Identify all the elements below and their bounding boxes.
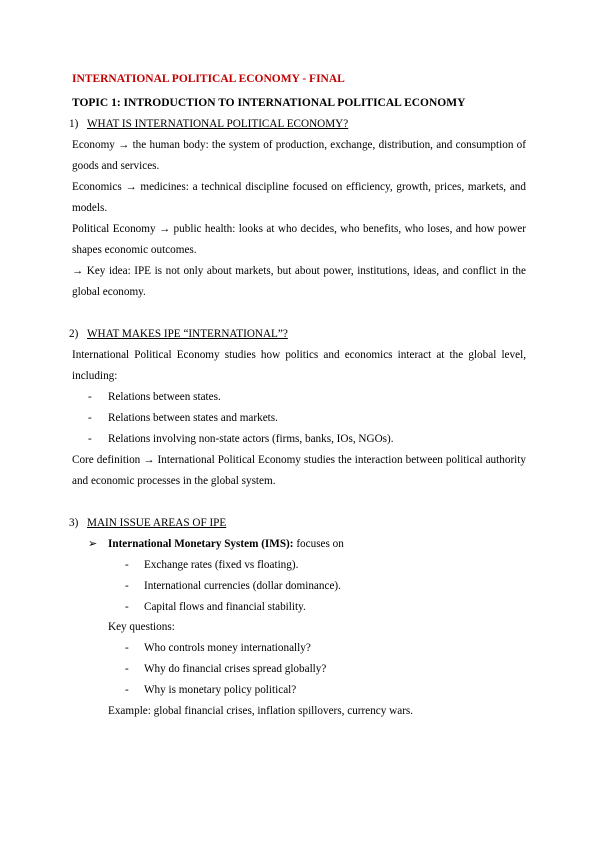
section-3-heading: [69, 513, 226, 534]
list-item-text: Exchange rates (fixed vs floating).: [144, 559, 299, 571]
list-item: [125, 576, 341, 597]
topic-heading: TOPIC 1: INTRODUCTION TO INTERNATIONAL POLITICAL ECONOMY: [72, 97, 466, 109]
ims-label-rest: focuses on: [293, 538, 344, 550]
list-item-text: Why is monetary policy political?: [144, 684, 297, 696]
bullet-dash: -: [88, 412, 92, 424]
ipe-intro-paragraph: International Political Economy studies how politics and economics interact at the global level, including:: [72, 349, 526, 382]
list-item: [125, 680, 296, 701]
section-2-number: 2): [69, 328, 79, 340]
list-item-text: Capital flows and financial stability.: [144, 601, 306, 613]
list-item: [88, 408, 278, 429]
key-idea-paragraph: → Key idea: IPE is not only about markets, but about power, institutions, ideas, and conflict in the global economy.: [72, 265, 526, 298]
section-2-title: WHAT MAKES IPE “INTERNATIONAL”?: [87, 328, 288, 340]
economics-paragraph: Economics → medicines: a technical discipline focused on efficiency, growth, prices, markets, and models.: [72, 181, 526, 214]
list-item-text: Who controls money internationally?: [144, 642, 311, 654]
economy-paragraph: Economy → the human body: the system of production, exchange, distribution, and consumption of goods and services.: [72, 139, 526, 172]
list-item-text: Why do financial crises spread globally?: [144, 663, 327, 675]
bullet-dash: -: [125, 684, 129, 696]
bullet-dash: -: [125, 663, 129, 675]
ims-item: [88, 534, 344, 555]
list-item: [88, 429, 394, 450]
section-3-title: MAIN ISSUE AREAS OF IPE: [87, 517, 227, 529]
list-item: [125, 555, 298, 576]
bullet-dash: -: [125, 559, 129, 571]
bullet-dash: -: [125, 580, 129, 592]
list-item-text: Relations between states and markets.: [108, 412, 278, 424]
political-economy-paragraph: Political Economy → public health: looks at who decides, who benefits, who loses, and how power shapes economic outcomes.: [72, 223, 526, 256]
section-1-number: 1): [69, 118, 79, 130]
bullet-dash: -: [88, 433, 92, 445]
list-item-text: Relations between states.: [108, 391, 221, 403]
document-title: INTERNATIONAL POLITICAL ECONOMY - FINAL: [72, 73, 345, 85]
list-item: [125, 597, 306, 618]
bullet-dash: -: [88, 391, 92, 403]
list-item-text: Relations involving non-state actors (firms, banks, IOs, NGOs).: [108, 433, 394, 445]
list-item: [125, 638, 311, 659]
section-1-heading: [69, 114, 348, 135]
key-questions-label: Key questions:: [108, 621, 175, 633]
section-3-number: 3): [69, 517, 79, 529]
bullet-dash: -: [125, 601, 129, 613]
core-definition-paragraph: Core definition → International Political Economy studies the interaction between political authority and economic processes in the global system.: [72, 454, 526, 487]
arrowhead-bullet-icon: ➢: [88, 538, 98, 550]
list-item: [88, 387, 221, 408]
section-2-heading: [69, 324, 288, 345]
list-item: [125, 659, 326, 680]
bullet-dash: -: [125, 642, 129, 654]
section-1-title: WHAT IS INTERNATIONAL POLITICAL ECONOMY?: [87, 118, 349, 130]
example-line: Example: global financial crises, inflation spillovers, currency wars.: [108, 705, 414, 717]
list-item-text: International currencies (dollar dominance).: [144, 580, 341, 592]
ims-label: International Monetary System (IMS):: [108, 538, 294, 550]
